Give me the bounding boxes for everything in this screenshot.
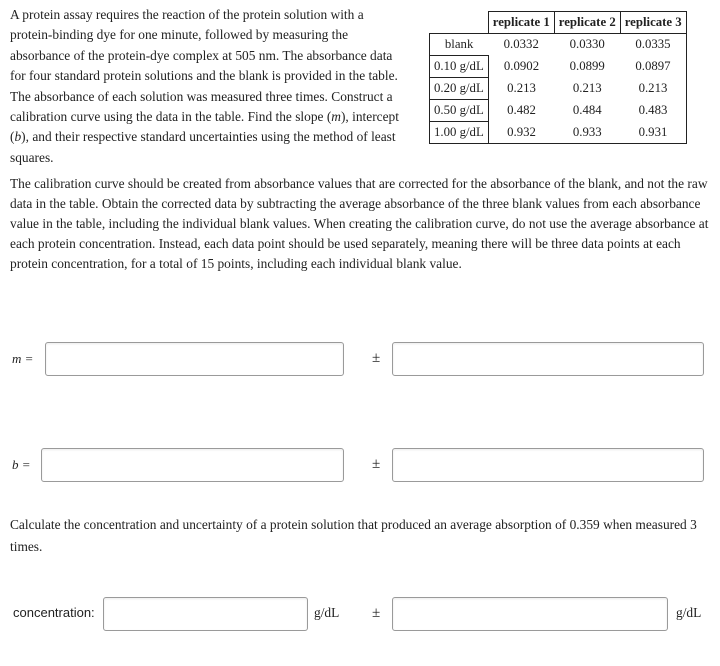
table-cell: 0.0335: [635, 37, 671, 52]
table-cell: 0.931: [620, 122, 686, 144]
instructions-paragraph: The calibration curve should be created from absorbance values that are corrected for the absorbance of the blank, and not the raw data in the table. Obtain the corrected data by subtracting the average absorbance of the three blank values from each absorbance value in the table, including the individual blank values. When creating the calibration curve, do not use the average absorbance at each protein concentration. Instead, each data point should be used separately, meaning there will be three data points at each protein concentration, for a total of 15 points, including each individual blank value.: [10, 176, 709, 272]
table-cell: 0.213: [507, 81, 536, 95]
table-row: [430, 122, 687, 144]
table-row: [430, 34, 687, 56]
intro-text-3: ), and their respective standard uncertainties using the method of least squares.: [10, 129, 396, 165]
concentration-input[interactable]: [103, 597, 308, 631]
table-cell: 0.933: [554, 122, 620, 144]
table-cell: 0.484: [572, 103, 602, 117]
absorbance-table: [429, 11, 687, 144]
question-2: Calculate the concentration and uncertainty of a protein solution that produced an average absorption of 0.359 when measured 3 times.: [10, 517, 697, 554]
row-label: 0.20 g/dL: [430, 78, 489, 100]
intro-paragraph: [10, 5, 402, 168]
row-label: 0.50 g/dL: [430, 100, 489, 122]
intercept-input[interactable]: [41, 448, 344, 482]
table-cell: 0.482: [507, 103, 536, 117]
table-cell: 0.0897: [635, 59, 671, 73]
table-corner: [430, 12, 489, 34]
intro-m-symbol: m: [331, 109, 341, 125]
slope-plus-minus: ±: [372, 350, 381, 366]
table-cell: 0.932: [488, 122, 554, 144]
slope-label: m =: [12, 351, 34, 366]
slope-input[interactable]: [45, 342, 344, 376]
row-label: 1.00 g/dL: [430, 122, 489, 144]
intro-text-1: A protein assay requires the reaction of the protein solution with a protein-binding dye for one minute, followed by measuring the absorbance of the protein-dye complex at 505 nm. The absorbance data for four standard protein solutions and the blank is provided in the table. The absorbance of each solution was measured three times. Construct a calibration curve using the data in the table. Find the slope (: [10, 7, 398, 125]
concentration-label: concentration:: [13, 605, 95, 620]
row-label: blank: [444, 37, 474, 51]
intercept-uncertainty-input[interactable]: [392, 448, 704, 482]
slope-uncertainty-input[interactable]: [392, 342, 704, 376]
intercept-plus-minus: ±: [372, 456, 381, 472]
intro-text-2: ), intercept (: [10, 109, 399, 145]
table-cell: 0.0902: [503, 59, 540, 73]
table-cell: 0.0332: [503, 37, 539, 52]
intro-b-symbol: b: [14, 129, 22, 145]
intercept-label: b =: [12, 457, 31, 472]
table-header: replicate 2: [554, 12, 620, 34]
table-cell: 0.213: [638, 81, 668, 95]
concentration-plus-minus: ±: [372, 605, 381, 621]
table-cell: 0.213: [572, 81, 602, 95]
table-header: replicate 3: [620, 12, 686, 34]
table-row: [430, 100, 687, 122]
table-row: [430, 78, 687, 100]
concentration-unit: g/dL: [314, 605, 340, 620]
table-row: [430, 56, 687, 78]
table-header: replicate 1: [488, 12, 554, 34]
concentration-uncertainty-input[interactable]: [392, 597, 668, 631]
row-label: 0.10 g/dL: [430, 56, 489, 78]
concentration-uncertainty-unit: g/dL: [676, 605, 702, 620]
table-cell: 0.0899: [569, 59, 605, 73]
table-cell: 0.483: [638, 103, 668, 117]
table-cell: 0.0330: [569, 37, 605, 52]
table-header-row: [430, 12, 687, 34]
